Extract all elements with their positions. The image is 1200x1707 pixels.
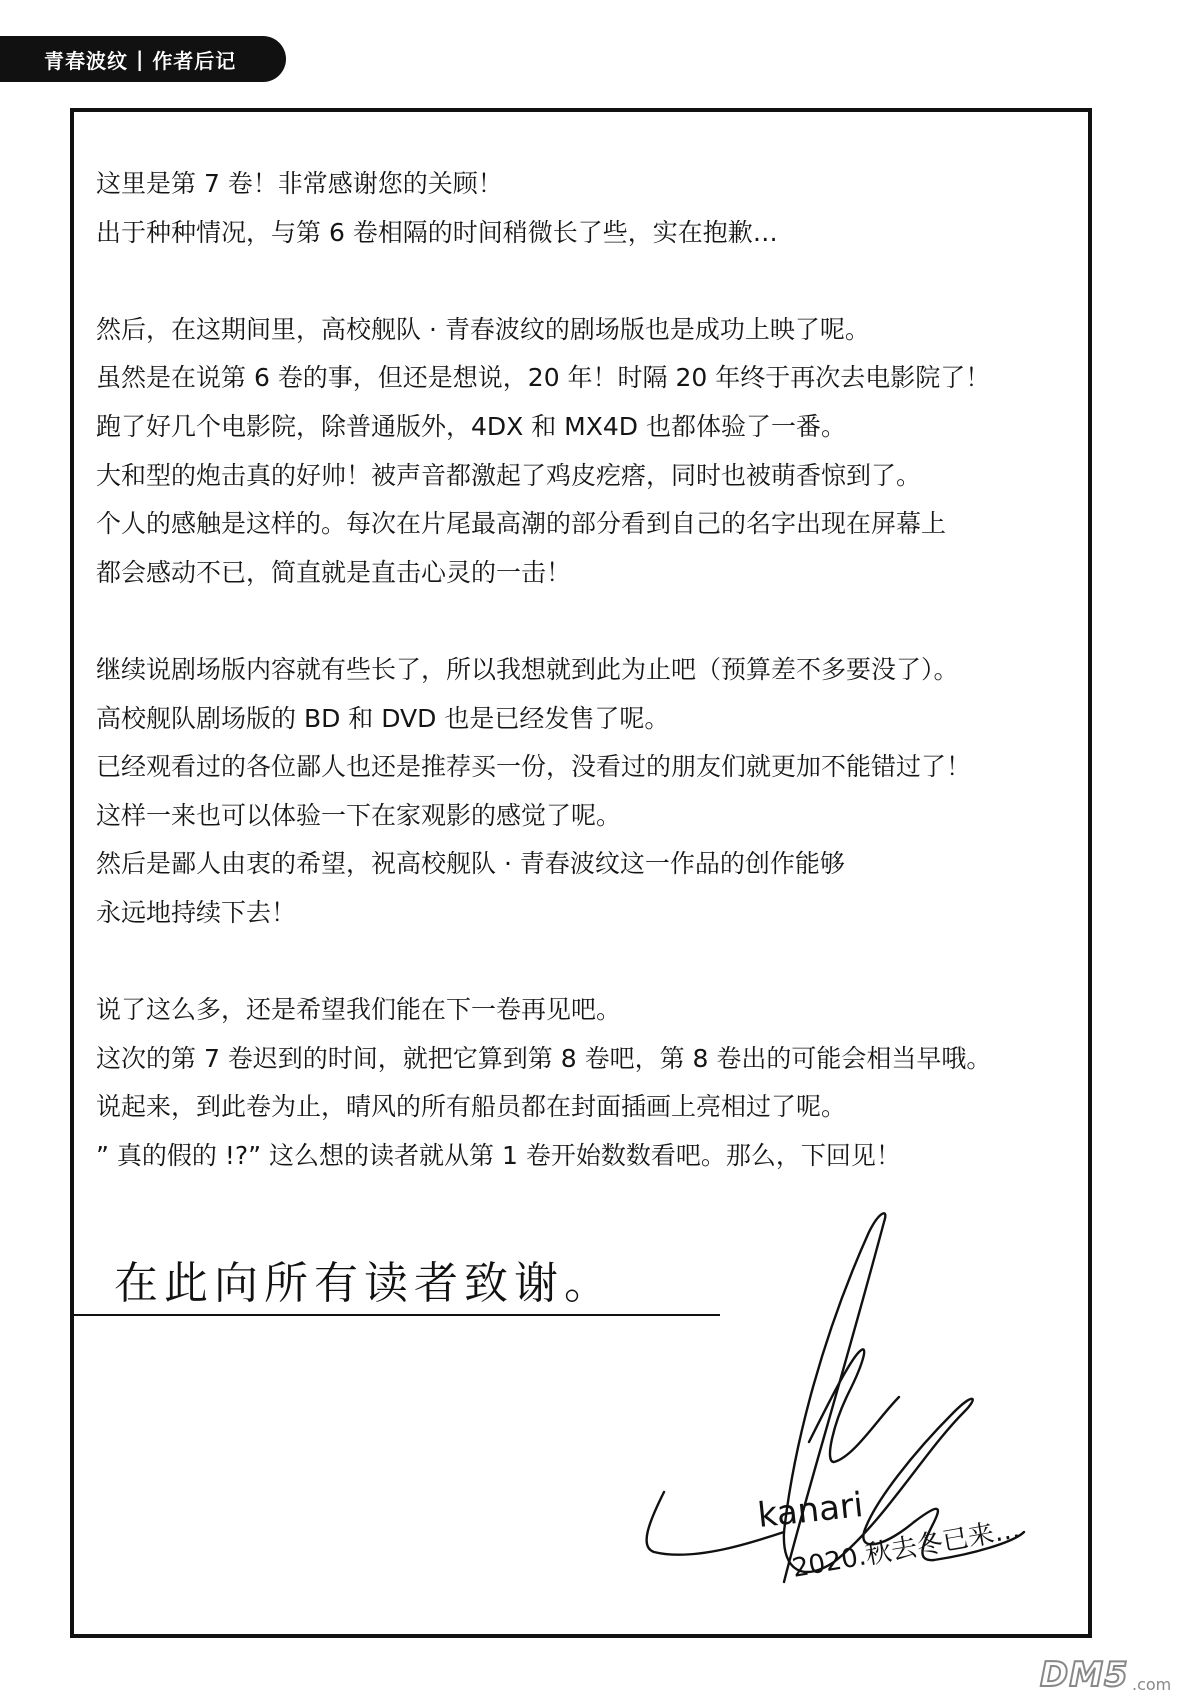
site-watermark (1040, 1655, 1190, 1701)
afterword-line: 这样一来也可以体验一下在家观影的感觉了呢。 (96, 800, 622, 830)
section-title: 作者后记 (152, 48, 237, 73)
signature-name: kanari (755, 1485, 866, 1536)
afterword-line: 跑了好几个电影院，除普通版外，4DX 和 MX4D 也都体验了一番。 (96, 411, 846, 441)
afterword-line: 都会感动不已，简直就是直击心灵的一击！ (96, 557, 572, 587)
series-title: 青春波纹 (44, 48, 128, 73)
afterword-line: 继续说剧场版内容就有些长了，所以我想就到此为止吧（预算差不多要没了）。 (96, 654, 959, 684)
afterword-line: 说起来，到此卷为止，晴风的所有船员都在封面插画上亮相过了呢。 (96, 1092, 847, 1122)
paragraph-gap (96, 257, 1068, 306)
afterword-line: 大和型的炮击真的好帅！被声音都激起了鸡皮疙瘩，同时也被萌香惊到了。 (96, 460, 922, 490)
header-separator: | (136, 47, 145, 71)
afterword-line: 这里是第 7 卷！非常感谢您的关顾！ (96, 169, 503, 198)
paragraph-gap (96, 938, 1068, 987)
afterword-line: 说了这么多，还是希望我们能在下一卷再见吧。 (96, 995, 622, 1025)
section-header-tab (0, 36, 286, 82)
author-signature (634, 1202, 1094, 1642)
afterword-line: 已经观看过的各位鄙人也还是推荐买一份，没看过的朋友们就更加不能错过了！ (96, 752, 972, 782)
afterword-line: 然后是鄙人由衷的希望，祝高校舰队 · 青春波纹这一作品的创作能够 (96, 849, 845, 879)
afterword-line: 然后，在这期间里，高校舰队 · 青春波纹的剧场版也是成功上映了呢。 (96, 314, 870, 344)
afterword-frame (70, 108, 1092, 1638)
paragraph-gap (96, 597, 1068, 646)
watermark-logo: DM5 (1040, 1655, 1129, 1695)
afterword-line: 高校舰队剧场版的 BD 和 DVD 也是已经发售了呢。 (96, 703, 670, 733)
afterword-body (96, 160, 1068, 1180)
afterword-line: ” 真的假的 !?” 这么想的读者就从第 1 卷开始数数看吧。那么，下回见！ (96, 1140, 901, 1170)
closing-underline (74, 1314, 720, 1316)
signature-date: 2020.秋去冬已来… (790, 1514, 1023, 1584)
afterword-line: 这次的第 7 卷迟到的时间，就把它算到第 8 卷吧，第 8 卷出的可能会相当早哦。 (96, 1043, 992, 1073)
afterword-line: 虽然是在说第 6 卷的事，但还是想说，20 年！时隔 20 年终于再次去电影院了！ (96, 363, 991, 393)
afterword-line: 出于种种情况，与第 6 卷相隔的时间稍微长了些，实在抱歉… (96, 217, 778, 247)
closing-message: 在此向所有读者致谢。 (114, 1258, 614, 1309)
afterword-line: 永远地持续下去！ (96, 897, 297, 927)
afterword-line: 个人的感触是这样的。每次在片尾最高潮的部分看到自己的名字出现在屏幕上 (96, 509, 947, 539)
watermark-domain: .com (1132, 1675, 1172, 1694)
